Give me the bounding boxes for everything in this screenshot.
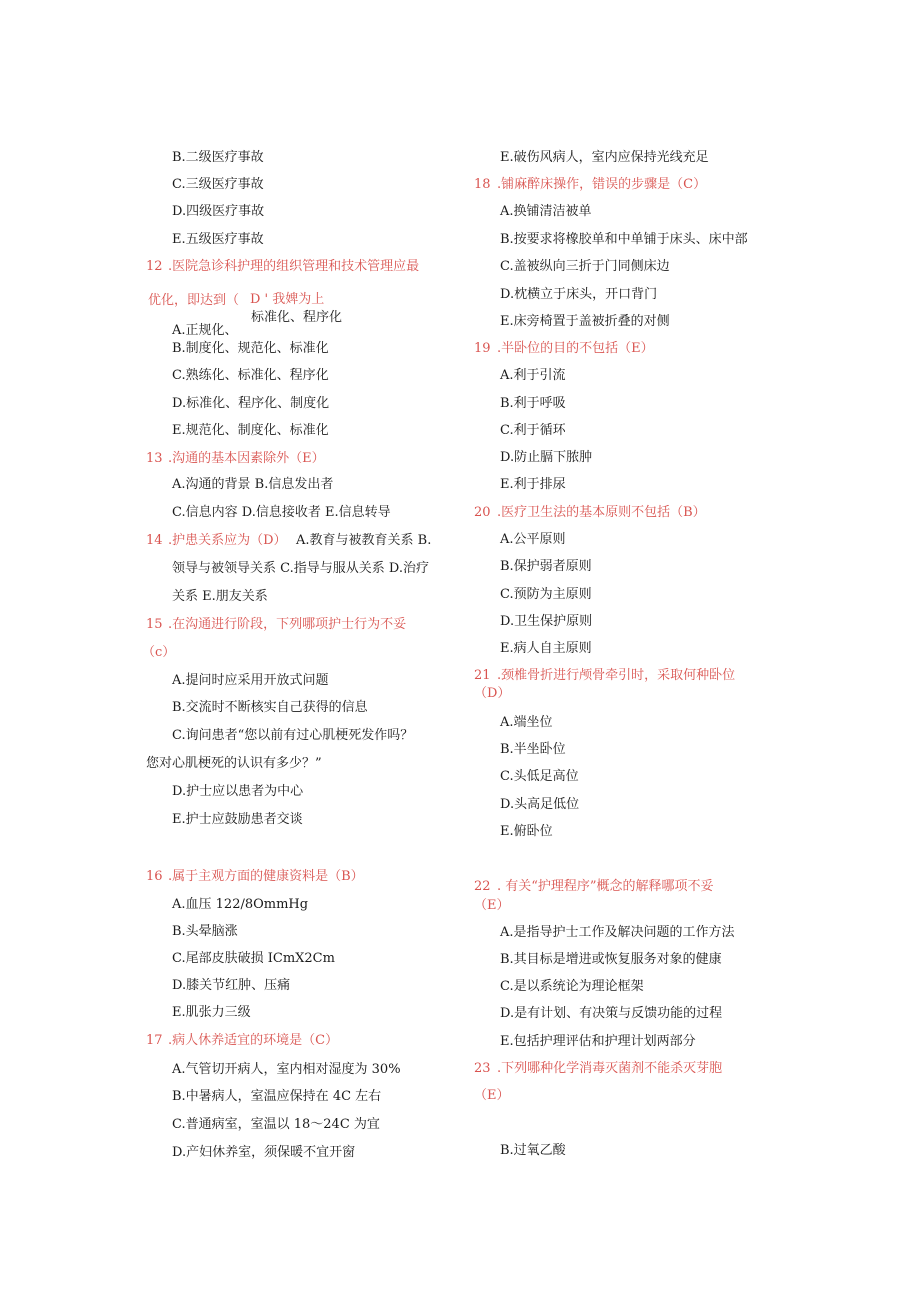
- q17-option-a: A.气管切开病人，室内相对湿度为 30%: [172, 1062, 401, 1077]
- q22-answer: （E）: [474, 898, 510, 913]
- q15-option-e: E.护士应鼓励患者交谈: [172, 812, 303, 827]
- q15-option-c-cont: 您对心肌梗死的认识有多少？”: [146, 756, 322, 771]
- q16-option-d: D.膝关节红肿、压痛: [172, 978, 291, 993]
- q21-option-b: B.半坐卧位: [500, 742, 566, 757]
- q19-number: 19: [474, 341, 491, 356]
- q21-answer: （D）: [474, 686, 511, 701]
- q12-option-d: D.标准化、程序化、制度化: [172, 396, 330, 411]
- q18-number: 18: [474, 177, 491, 192]
- q23-option-b: B.过氧乙酸: [500, 1143, 566, 1158]
- q19-option-b: B.利于呼吸: [500, 396, 566, 411]
- q14-line2: 领导与被领导关系 C.指导与服从关系 D.治疗: [172, 561, 429, 576]
- q17-number: 17: [146, 1033, 163, 1048]
- q18-option-a: A.换铺清洁被单: [500, 204, 592, 219]
- q19-option-d: D.防止膈下脓肿: [500, 450, 593, 465]
- q18-option-c: C.盖被纵向三折于门同侧床边: [500, 259, 670, 274]
- q12-answer-fragment: D ' 我婢为上: [250, 292, 325, 307]
- q22-option-a: A.是指导护士工作及解决问题的工作方法: [500, 925, 735, 940]
- q21-option-a: A.端坐位: [500, 715, 553, 730]
- q18-option-b: B.按要求将橡胶单和中单铺于床头、床中部: [500, 232, 748, 247]
- q15-stem: .在沟通进行阶段，下列哪项护士行为不妥: [168, 617, 407, 632]
- q12-stem-line2: 优化，即达到（: [148, 293, 240, 308]
- q21-stem: .颈椎骨折进行颅骨牵引时，采取何种卧位: [497, 668, 736, 683]
- q22-option-e: E.包括护理评估和护理计划两部分: [500, 1034, 696, 1049]
- q15-option-b: B.交流时不断核实自己获得的信息: [172, 700, 368, 715]
- q12-stem-line1: .医院急诊科护理的组织管理和技术管理应最: [168, 259, 420, 274]
- q20-number: 20: [474, 505, 491, 520]
- q16-option-e: E.肌张力三级: [172, 1005, 251, 1020]
- q16-stem: .属于主观方面的健康资料是（B）: [168, 869, 364, 884]
- q21-option-c: C.头低足高位: [500, 769, 579, 784]
- q17-option-c: C.普通病室，室温以 18～24C 为宜: [172, 1117, 380, 1132]
- q18-stem: .铺麻醉床操作，错误的步骤是（C）: [497, 177, 707, 192]
- q11-option-d: D.四级医疗事故: [172, 204, 265, 219]
- q17-option-b: B.中暑病人，室温应保持在 4C 左右: [172, 1089, 382, 1104]
- q23-number: 23: [474, 1061, 491, 1076]
- q12-option-a: A.正规化、: [172, 323, 238, 338]
- q14-stem-tail: A.教育与被教育关系 B.: [296, 533, 432, 548]
- q23-stem: .下列哪种化学消毒灭菌剂不能杀灭芽胞: [497, 1061, 723, 1076]
- q15-answer: （c）: [142, 645, 176, 660]
- q16-option-c: C.尾部皮肤破损 ICmX2Cm: [172, 951, 335, 966]
- q13-stem: .沟通的基本因素除外（E）: [168, 451, 325, 466]
- q12-overlap-fragment: 标准化、程序化: [251, 310, 343, 325]
- q20-stem: .医疗卫生法的基本原则不包括（B）: [497, 505, 706, 520]
- q13-number: 13: [146, 451, 163, 466]
- q16-option-b: B.头晕脑涨: [172, 924, 238, 939]
- q17-stem: .病人休养适宜的环境是（C）: [168, 1033, 339, 1048]
- q12-option-c: C.熟练化、标准化、程序化: [172, 368, 329, 383]
- q20-option-b: B.保护弱者原则: [500, 559, 592, 574]
- q22-stem: . 有关“护理程序”概念的解释哪项不妥: [497, 879, 714, 894]
- q19-stem: .半卧位的目的不包括（E）: [497, 341, 654, 356]
- q15-number: 15: [146, 617, 163, 632]
- q11-option-c: C.三级医疗事故: [172, 177, 264, 192]
- q17-option-d: D.产妇休养室，须保暖不宜开窗: [172, 1145, 356, 1160]
- q15-option-c: C.询问患者“您以前有过心肌梗死发作吗？: [172, 728, 414, 743]
- q17-option-e: E.破伤风病人，室内应保持光线充足: [500, 150, 709, 165]
- q19-option-e: E.利于排尿: [500, 477, 566, 492]
- q22-option-d: D.是有计划、有决策与反馈功能的过程: [500, 1006, 723, 1021]
- q14-stem: .护患关系应为（D）: [168, 533, 287, 548]
- q16-option-a: A.血压 122/8OmmHg: [172, 897, 309, 912]
- q20-option-d: D.卫生保护原则: [500, 614, 593, 629]
- q21-option-e: E.俯卧位: [500, 824, 553, 839]
- q19-option-a: A.利于引流: [500, 368, 566, 383]
- q16-number: 16: [146, 869, 163, 884]
- q11-option-e: E.五级医疗事故: [172, 232, 264, 247]
- q12-option-b: B.制度化、规范化、标准化: [172, 341, 329, 356]
- q13-options-line1: A.沟通的背景 B.信息发出者: [172, 477, 334, 492]
- q15-option-d: D.护士应以患者为中心: [172, 784, 304, 799]
- q14-number: 14: [146, 533, 163, 548]
- q21-number: 21: [474, 668, 491, 683]
- q20-option-c: C.预防为主原则: [500, 587, 592, 602]
- q18-option-d: D.枕横立于床头，开口背门: [500, 287, 658, 302]
- q14-line3: 关系 E.朋友关系: [172, 589, 268, 604]
- q21-option-d: D.头高足低位: [500, 797, 580, 812]
- q13-options-line2: C.信息内容 D.信息接收者 E.信息转导: [172, 505, 391, 520]
- q15-option-a: A.提问时应采用开放式问题: [172, 673, 329, 688]
- q22-option-b: B.其目标是增进或恢复服务对象的健康: [500, 952, 722, 967]
- q19-option-c: C.利于循环: [500, 423, 566, 438]
- q23-answer: （E）: [474, 1088, 510, 1103]
- q22-number: 22: [474, 879, 491, 894]
- q11-option-b: B.二级医疗事故: [172, 150, 264, 165]
- q22-option-c: C.是以系统论为理论框架: [500, 979, 644, 994]
- q18-option-e: E.床旁椅置于盖被折叠的对侧: [500, 314, 670, 329]
- q12-option-e: E.规范化、制度化、标准化: [172, 423, 329, 438]
- q20-option-a: A.公平原则: [500, 532, 566, 547]
- q12-number: 12: [146, 259, 163, 274]
- q20-option-e: E.病人自主原则: [500, 641, 592, 656]
